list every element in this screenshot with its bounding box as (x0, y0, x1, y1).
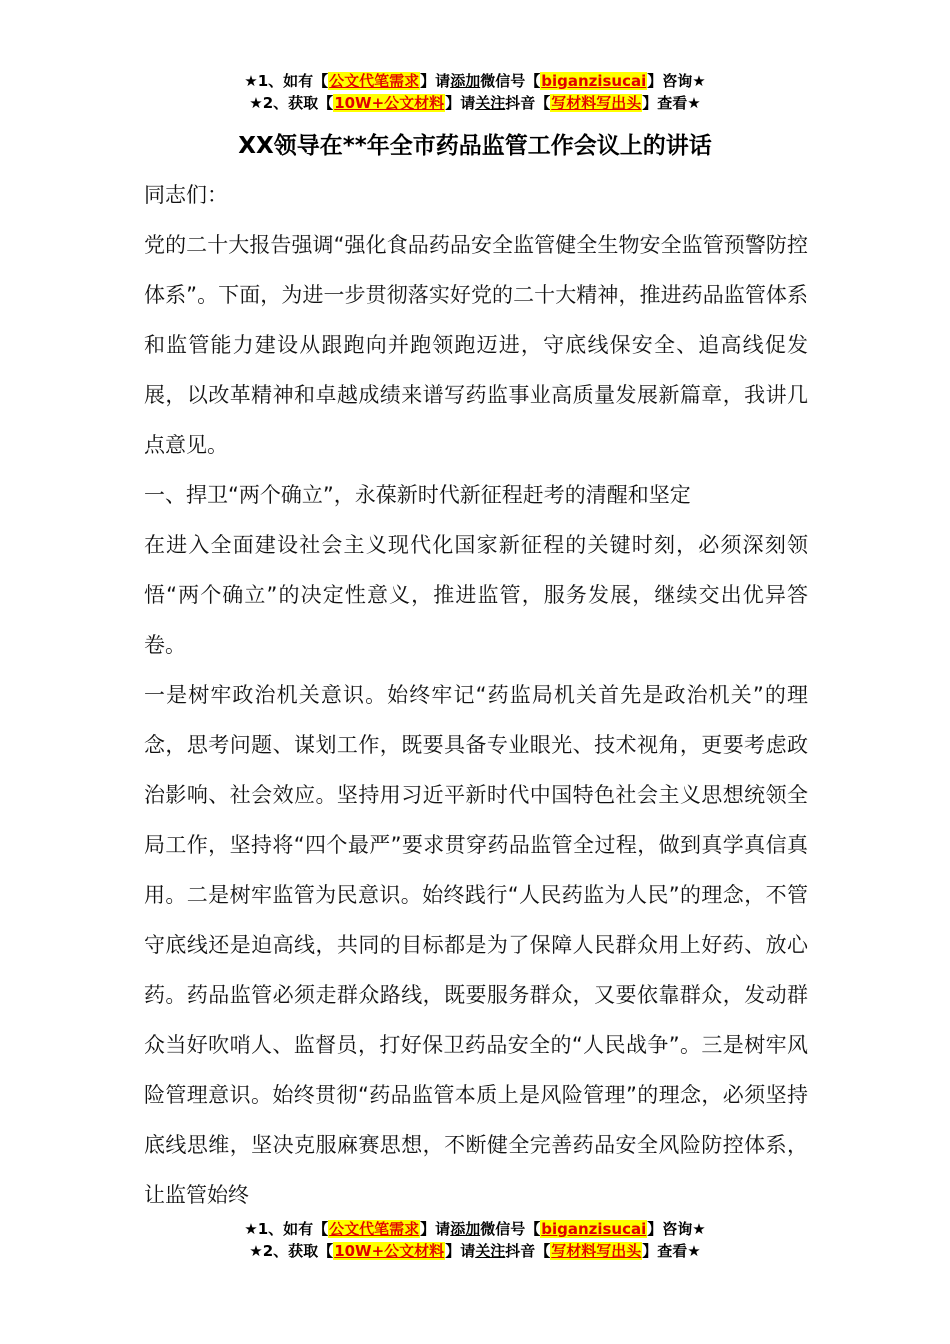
banner-emphasis: 关注 (475, 1242, 506, 1260)
banner-emphasis: 添加 (450, 72, 481, 90)
header-banner (0, 70, 950, 114)
banner-highlight-service: 公文代笔需求 (329, 72, 420, 90)
banner-highlight-wechat-id: biganzisucai (541, 72, 647, 90)
body-paragraph: 在进入全面建设社会主义现代化国家新征程的关键时刻，必须深刻领悟“两个确立”的决定性意义，推进监管，服务发展，继续交出优异答卷。 (144, 533, 808, 657)
banner-text: 】咨询★ (647, 1220, 706, 1238)
banner-highlight-douyin: 写材料写出头 (551, 1242, 642, 1260)
banner-text: 抖音【 (505, 1242, 551, 1260)
footer-banner-line-2 (0, 1240, 950, 1262)
intro-paragraph: 党的二十大报告强调“强化食品药品安全监管健全生物安全监管预警防控体系”。下面，为进一步贯彻落实好党的二十大精神，推进药品监管体系和监管能力建设从跟跑向并跑领跑迈进，守底线保安全、追高线促发展，以改革精神和卓越成绩来谱写药监事业高质量发展新篇章，我讲几点意见。 (144, 233, 808, 457)
section-heading: 一、捍卫“两个确立”，永葆新时代新征程赶考的清醒和坚定 (144, 483, 691, 507)
banner-text: 微信号【 (480, 72, 541, 90)
header-banner-line-2 (0, 92, 950, 114)
banner-text: 】请 (420, 1220, 451, 1238)
banner-highlight-douyin: 写材料写出头 (551, 94, 642, 112)
footer-banner-line-1 (0, 1218, 950, 1240)
banner-text: 】咨询★ (647, 72, 706, 90)
banner-highlight-service: 公文代笔需求 (329, 1220, 420, 1238)
banner-text: 微信号【 (480, 1220, 541, 1238)
document-title: XX领导在**年全市药品监管工作会议上的讲话 (238, 133, 712, 159)
banner-text: 】查看★ (642, 1242, 701, 1260)
banner-text: ★1、如有【 (244, 72, 329, 90)
banner-text: ★2、获取【 (249, 1242, 334, 1260)
banner-text: 】请 (420, 72, 451, 90)
banner-text: 抖音【 (505, 94, 551, 112)
banner-text: 】请 (445, 1242, 476, 1260)
banner-text: 】查看★ (642, 94, 701, 112)
salutation: 同志们： (144, 183, 228, 207)
body-paragraph: 一是树牢政治机关意识。始终牢记“药监局机关首先是政治机关”的理念，思考问题、谋划工作，既要具备专业眼光、技术视角，更要考虑政治影响、社会效应。坚持用习近平新时代中国特色社会主义思想统领全局工作，坚持将“四个最严”要求贯穿药品监管全过程，做到真学真信真用。二是树牢监管为民意识。始终践行“人民药监为人民”的理念，不管守底线还是迫高线，共同的目标都是为了保障人民群众用上好药、放心药。药品监管必须走群众路线，既要服务群众，又要依靠群众，发动群众当好吹哨人、监督员，打好保卫药品安全的“人民战争”。三是树牢风险管理意识。始终贯彻“药品监管本质上是风险管理”的理念，必须坚持底线思维，坚决克服麻赛思想，不断健全完善药品安全风险防控体系，让监管始终 (144, 683, 808, 1207)
banner-highlight-materials: 10W+公文材料 (334, 94, 445, 112)
banner-highlight-materials: 10W+公文材料 (334, 1242, 445, 1260)
banner-text: 】请 (445, 94, 476, 112)
banner-emphasis: 关注 (475, 94, 506, 112)
footer-banner (0, 1218, 950, 1262)
banner-text: ★1、如有【 (244, 1220, 329, 1238)
banner-highlight-wechat-id: biganzisucai (541, 1220, 647, 1238)
document-body (144, 170, 808, 1220)
header-banner-line-1 (0, 70, 950, 92)
banner-emphasis: 添加 (450, 1220, 481, 1238)
banner-text: ★2、获取【 (249, 94, 334, 112)
